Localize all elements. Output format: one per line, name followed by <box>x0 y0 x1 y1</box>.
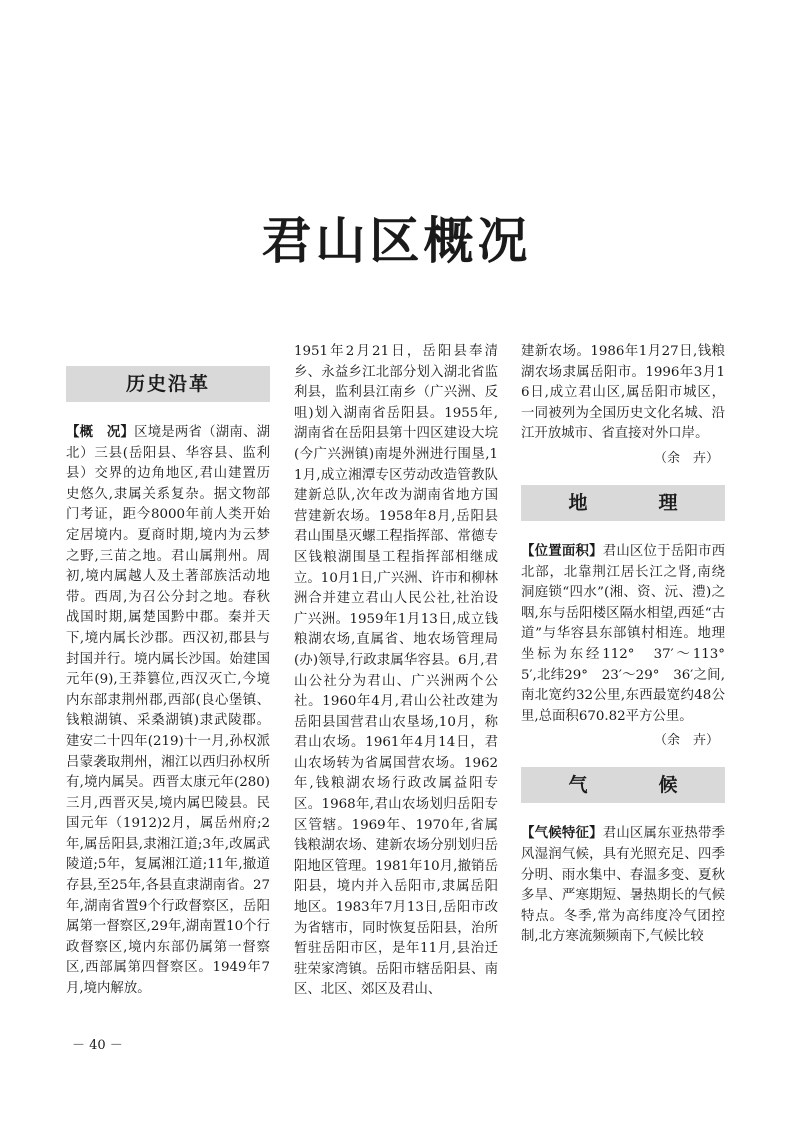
history-body-part2: 1951年2月21日，岳阳县奉清乡、永益乡江北部分划入湖北省监利县，监利县江南乡（广兴洲、反咀)划入湖南省岳阳县。1955年,湖南省在岳阳县第十四区建设大垸(今广兴洲镇)南堤外洲进行围垦,11月,成立湘潭专区劳动改造管教队建新总队,次年改为湖南省地方国营建新农场。1958年8月,岳阳县君山围垦灭螺工程指挥部、常德专区钱粮湖围垦工程指挥部相继成立。10月1日,广兴洲、许市和柳林洲合并建立君山人民公社,社治设广兴洲。1959年1月13日,成立钱粮湖农场,直属省、地农场管理局(办)领导,行政隶属华容县。6月,君山公社分为君山、广兴洲两个公社。1960年4月,君山公社改建为岳阳县国营君山农垦场,10月，称君山农场。1961年4月14日，君山农场转为省属国营农场。1962年,钱粮湖农场行政改属益阳专区。1968年,君山农场划归岳阳专区管辖。1969年、1970年,省属钱粮湖农场、建新农场分别划归岳阳地区管理。1981年10月,撤销岳阳县，境内并入岳阳市,隶属岳阳地区。1983年7月13日,岳阳市改为省辖市，同时恢复岳阳县，治所暂驻岳阳市区，是年11月,县治迁驻荣家湾镇。岳阳市辖岳阳县、南区、北区、郊区及君山、 <box>294 344 498 998</box>
geography-body: 君山区位于岳阳市西北部，北靠荆江居长江之肾,南绕洞庭锁“四水”(湘、资、沅、澧)之咽,东与岳阳楼区隔水相望,西延“古道”与华容县东部镇村相连。地理坐标为东经112° 37′～113° 5′,北纬29° 23′～29° 36′之间,南北宽约32公里,东西最宽约48公里,总面积670.82平方公里。 <box>521 543 739 724</box>
overview-label: 【概 况】 <box>66 424 135 440</box>
geography-author: （余 卉） <box>653 733 719 749</box>
page-title: 君山区概况 <box>261 211 532 270</box>
column-2 <box>294 342 498 1001</box>
page-number: － 40 － <box>72 1038 123 1053</box>
geography-paragraph <box>521 541 739 727</box>
location-area-label: 【位置面积】 <box>521 542 603 559</box>
history-body-part3: 建新农场。1986年1月27日,钱粮湖农场隶属岳阳市。1996年3月16日,成立君山区,属岳阳市城区，一同被列为全国历史文化名城、沿江开放城市、省直接对外口岸。 <box>521 344 725 442</box>
section-heading-climate: 气 候 <box>521 767 725 803</box>
history-overview-paragraph <box>66 422 270 1000</box>
history-author: （余 卉） <box>653 450 719 466</box>
climate-paragraph <box>521 823 725 948</box>
climate-body: 君山区属东亚热带季风湿润气候，具有光照充足、四季分明、雨水集中、春温多变、夏秋多旱、严寒期短、暑热期长的气候特点。冬季,常为高纬度冷气团控制,北方寒流频频南下,气候比较 <box>521 826 726 945</box>
section-heading-geography: 地 理 <box>521 485 725 521</box>
section-heading-history: 历史沿革 <box>66 366 270 402</box>
column-3 <box>521 342 739 948</box>
column-1 <box>66 342 270 1000</box>
climate-feature-label: 【气候特征】 <box>521 825 603 842</box>
history-body-part1: 区境是两省（湖南、湖北）三县(岳阳县、华容县、监利县）交界的边角地区,君山建置历史悠久,隶属关系复杂。据文物部门考证，距今8000年前人类开始定居境内。夏商时期,境内为云梦之野,三苗之地。君山属荆州。周初,境内属越人及土著部族活动地带。西周,为召公分封之地。春秋战国时期,属楚国黔中郡。秦并天下,境内属长沙郡。西汉初,郡县与封国并行。境内属长沙国。始建国元年(9),王莽篡位,西汉灭亡,今境内东部隶荆州郡,西部(良心堡镇、钱粮湖镇、采桑湖镇)隶武陵郡。建安二十四年(219)十一月,孙权派吕蒙袭取荆州，湘江以西归孙权所有,境内属吴。西晋太康元年(280)三月,西晋灭吴,境内属巴陵县。民国元年（1912)2月，属岳州府;2年,属岳阳县,隶湘江道;3年,改属武陵道;5年，复属湘江道;11年,撤道存县,至25年,各县直隶湖南省。27年,湖南省置9个行政督察区，岳阳属第一督察区,29年,湖南置10个行政督察区,境内东部仍属第一督察区,西部属第四督察区。1949年7月,境内解放。 <box>66 425 271 997</box>
